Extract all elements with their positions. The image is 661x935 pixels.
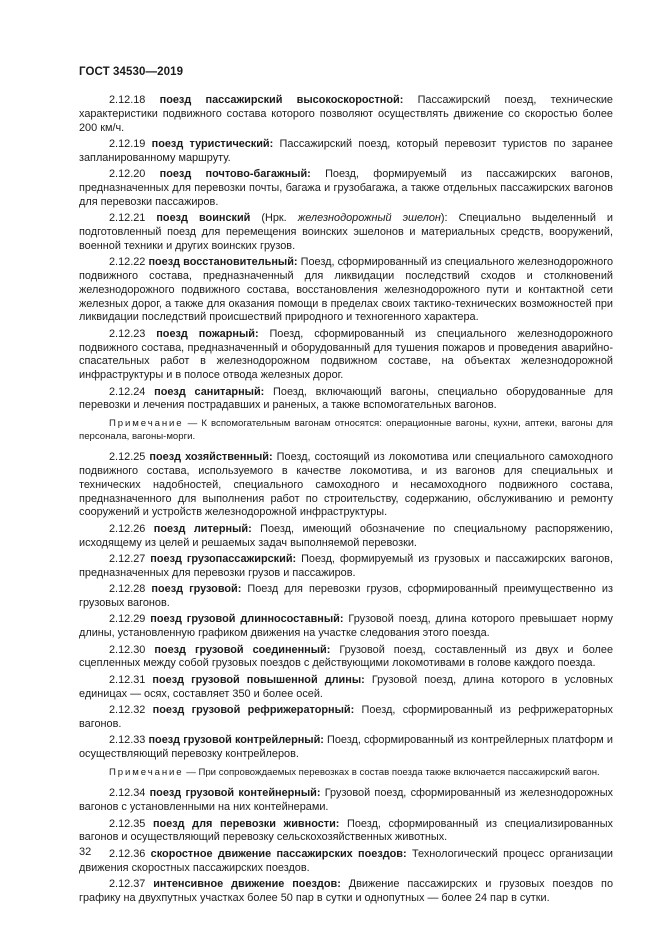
term-definition: Грузовой поезд, длина которого превышает норму длины, установленную графиком движения на участке следования этого поезда.	[79, 613, 613, 640]
term-entry	[79, 583, 613, 611]
entry-number: 2.12.30	[109, 643, 146, 656]
term-name: интенсивное движение поездов:	[153, 877, 341, 890]
term-entry	[79, 386, 613, 414]
entry-number: 2.12.19	[109, 137, 146, 150]
term-definition: Поезд, сформированный из контрейлерных платформ и осуществляющий перевозку контрейлеров.	[79, 734, 613, 760]
term-prefix: (Нрк.	[250, 212, 298, 225]
term-name: поезд литерный:	[153, 522, 252, 535]
term-name: поезд хозяйственный:	[149, 451, 273, 464]
term-entry	[79, 644, 613, 672]
note-label: Примечание	[109, 418, 184, 430]
term-entry	[79, 553, 613, 581]
term-name: поезд для перевозки живности:	[152, 817, 340, 830]
term-entry	[79, 787, 613, 815]
term-name: поезд пожарный:	[156, 327, 259, 340]
term-name: поезд почтово-багажный:	[159, 168, 311, 181]
term-name: поезд пассажирский высокоскоростной:	[159, 94, 404, 106]
term-definition: Пассажирский поезд, технические характеристики подвижного состава которого позволяют осуществлять движение со скоростью более 200 км/ч.	[79, 94, 613, 134]
term-name: поезд грузовой соединенный:	[154, 643, 331, 656]
entry-number: 2.12.28	[109, 583, 146, 596]
term-entry	[79, 818, 613, 846]
entry-number: 2.12.36	[109, 847, 146, 860]
term-definition: Поезд, включающий вагоны, специально оборудованные для перевозки и лечения пострадавших и раненых, а также вспомогательных вагонов.	[79, 385, 614, 412]
term-entry	[79, 138, 613, 166]
page-number: 32	[79, 846, 92, 858]
entry-number: 2.12.21	[109, 212, 146, 225]
note-text: — К вспомогательным вагонам относятся: операционные вагоны, кухни, аптеки, вагоны для персонала, вагоны-морги.	[79, 418, 613, 442]
term-name: поезд воинский	[156, 212, 251, 225]
term-definition: Поезд, сформированный из специального железнодорожного подвижного состава, предназначенный для ликвидации последствий сходов и столкновений железнодорожного подвижного состава, восстановления железнодорожного пути и контактной сети железных дорог, а также для оказания помощи в пределах своих тактико-технических возможностей при ликвидации последствий происшествий природного и техногенного характера.	[79, 256, 614, 324]
term-definition: Поезд, сформированный из рефрижераторных вагонов.	[79, 703, 613, 730]
note-text: — При сопровождаемых перевозках в состав поезда также включается пассажирский вагон.	[183, 766, 600, 778]
term-entry	[79, 734, 613, 762]
term-entry	[79, 94, 613, 135]
term-entry	[79, 256, 613, 325]
term-name: поезд восстановительный:	[148, 256, 298, 269]
term-definition: Грузовой поезд, составленный из двух и более сцепленных между собой грузовых поездов с действующими локомотивами в голове каждого поезда.	[79, 643, 613, 670]
term-entry	[79, 212, 613, 253]
term-definition: Грузовой поезд, длина которого в условных единицах — осях, составляет 350 и более осей.	[79, 673, 613, 700]
entry-number: 2.12.37	[109, 877, 146, 890]
entry-number: 2.12.27	[109, 553, 146, 566]
term-entry	[79, 704, 613, 732]
term-name: поезд грузовой длинносоставный:	[150, 613, 344, 626]
term-definition: Поезд, имеющий обозначение по специальному распоряжению, исходящему из целей и решаемых задач выполняемой перевозки.	[79, 522, 613, 549]
term-name: поезд грузовой рефрижераторный:	[152, 703, 355, 716]
term-name: поезд грузовой повышенной длины:	[152, 673, 365, 686]
document-body	[79, 94, 613, 908]
term-entry	[79, 878, 613, 906]
term-name: поезд туристический:	[151, 137, 274, 150]
entry-number: 2.12.26	[109, 522, 146, 535]
entry-number: 2.12.31	[109, 673, 146, 686]
term-definition: Грузовой поезд, сформированный из железнодорожных вагонов с установленными на них контейнерами.	[79, 787, 614, 814]
term-definition: Поезд, состоящий из локомотива или специального самоходного подвижного состава, используемого в качестве локомотива, и из вагонов для специальных и технических надобностей, специального самоходного и несамоходного подвижного состава, предназначенного для выполнения работ по строительству, содержанию, обслуживанию и ремонту сооружений и устройств железнодорожной инфраструктуры.	[79, 451, 613, 519]
entry-number: 2.12.25	[109, 451, 146, 464]
term-name: поезд грузопассажирский:	[150, 553, 297, 566]
document-header: ГОСТ 34530—2019	[79, 66, 184, 78]
note	[79, 767, 613, 780]
term-definition: Поезд для перевозки грузов, сформированный преимущественно из грузовых вагонов.	[79, 583, 613, 610]
term-definition: Поезд, формируемый из пассажирских вагонов, предназначенных для перевозки почты, багажа и грузобагажа, а также отдельных пассажирских вагонов для перевозки пассажиров.	[79, 168, 613, 208]
entry-number: 2.12.22	[109, 256, 146, 269]
term-entry	[79, 674, 613, 702]
term-entry	[79, 168, 613, 209]
term-definition: Поезд, сформированный из специализированных вагонов и осуществляющий перевозку сельскохозяйственных животных.	[79, 817, 614, 844]
note	[79, 418, 613, 443]
term-definition: Поезд, формируемый из грузовых и пассажирских вагонов, предназначенных для перевозки грузов и пассажиров.	[79, 553, 613, 579]
term-entry	[79, 523, 613, 551]
entry-number: 2.12.20	[109, 168, 146, 181]
entry-number: 2.12.23	[109, 327, 146, 340]
term-definition: Технологический процесс организации движения скоростных пассажирских поездов.	[79, 847, 613, 874]
entry-number: 2.12.32	[109, 703, 146, 716]
entry-number: 2.12.33	[109, 734, 146, 747]
term-definition: ): Специально выделенный и подготовленный поезд для перемещения воинских эшелонов и материальных средств, вооружений, военной техники и других воинских грузов.	[79, 212, 614, 252]
term-name: поезд грузовой контрейлерный:	[148, 734, 324, 747]
entry-number: 2.12.24	[109, 385, 146, 398]
term-name: поезд грузовой:	[151, 583, 242, 596]
entry-number: 2.12.18	[109, 94, 146, 106]
term-entry	[79, 328, 613, 383]
term-definition: Поезд, сформированный из специального железнодорожного подвижного состава, предназначенный и оборудованный для тушения пожаров и проведения аварийно-спасательных работ в железнодорожном подвижном составе, на объектах железнодорожной инфраструктуры и в полосе отвода железных дорог.	[79, 327, 613, 382]
entry-number: 2.12.35	[109, 817, 146, 830]
note-label: Примечание	[109, 766, 184, 778]
term-definition: Движение пассажирских и грузовых поездов по графику на двухпутных участках более 50 пар в сутки и однопутных — более 24 пар в сутки.	[79, 877, 614, 904]
term-definition: Пассажирский поезд, который перевозит туристов по заранее запланированному маршруту.	[79, 137, 613, 164]
term-entry	[79, 848, 613, 876]
term-name: поезд грузовой контейнерный:	[149, 787, 321, 800]
entry-number: 2.12.34	[109, 787, 146, 800]
entry-number: 2.12.29	[109, 613, 146, 626]
term-alt-name: железнодорожный эшелон	[297, 212, 441, 225]
term-name: скоростное движение пассажирских поездов:	[150, 847, 407, 860]
term-entry	[79, 451, 613, 520]
term-entry	[79, 613, 613, 641]
term-name: поезд санитарный:	[154, 385, 265, 398]
